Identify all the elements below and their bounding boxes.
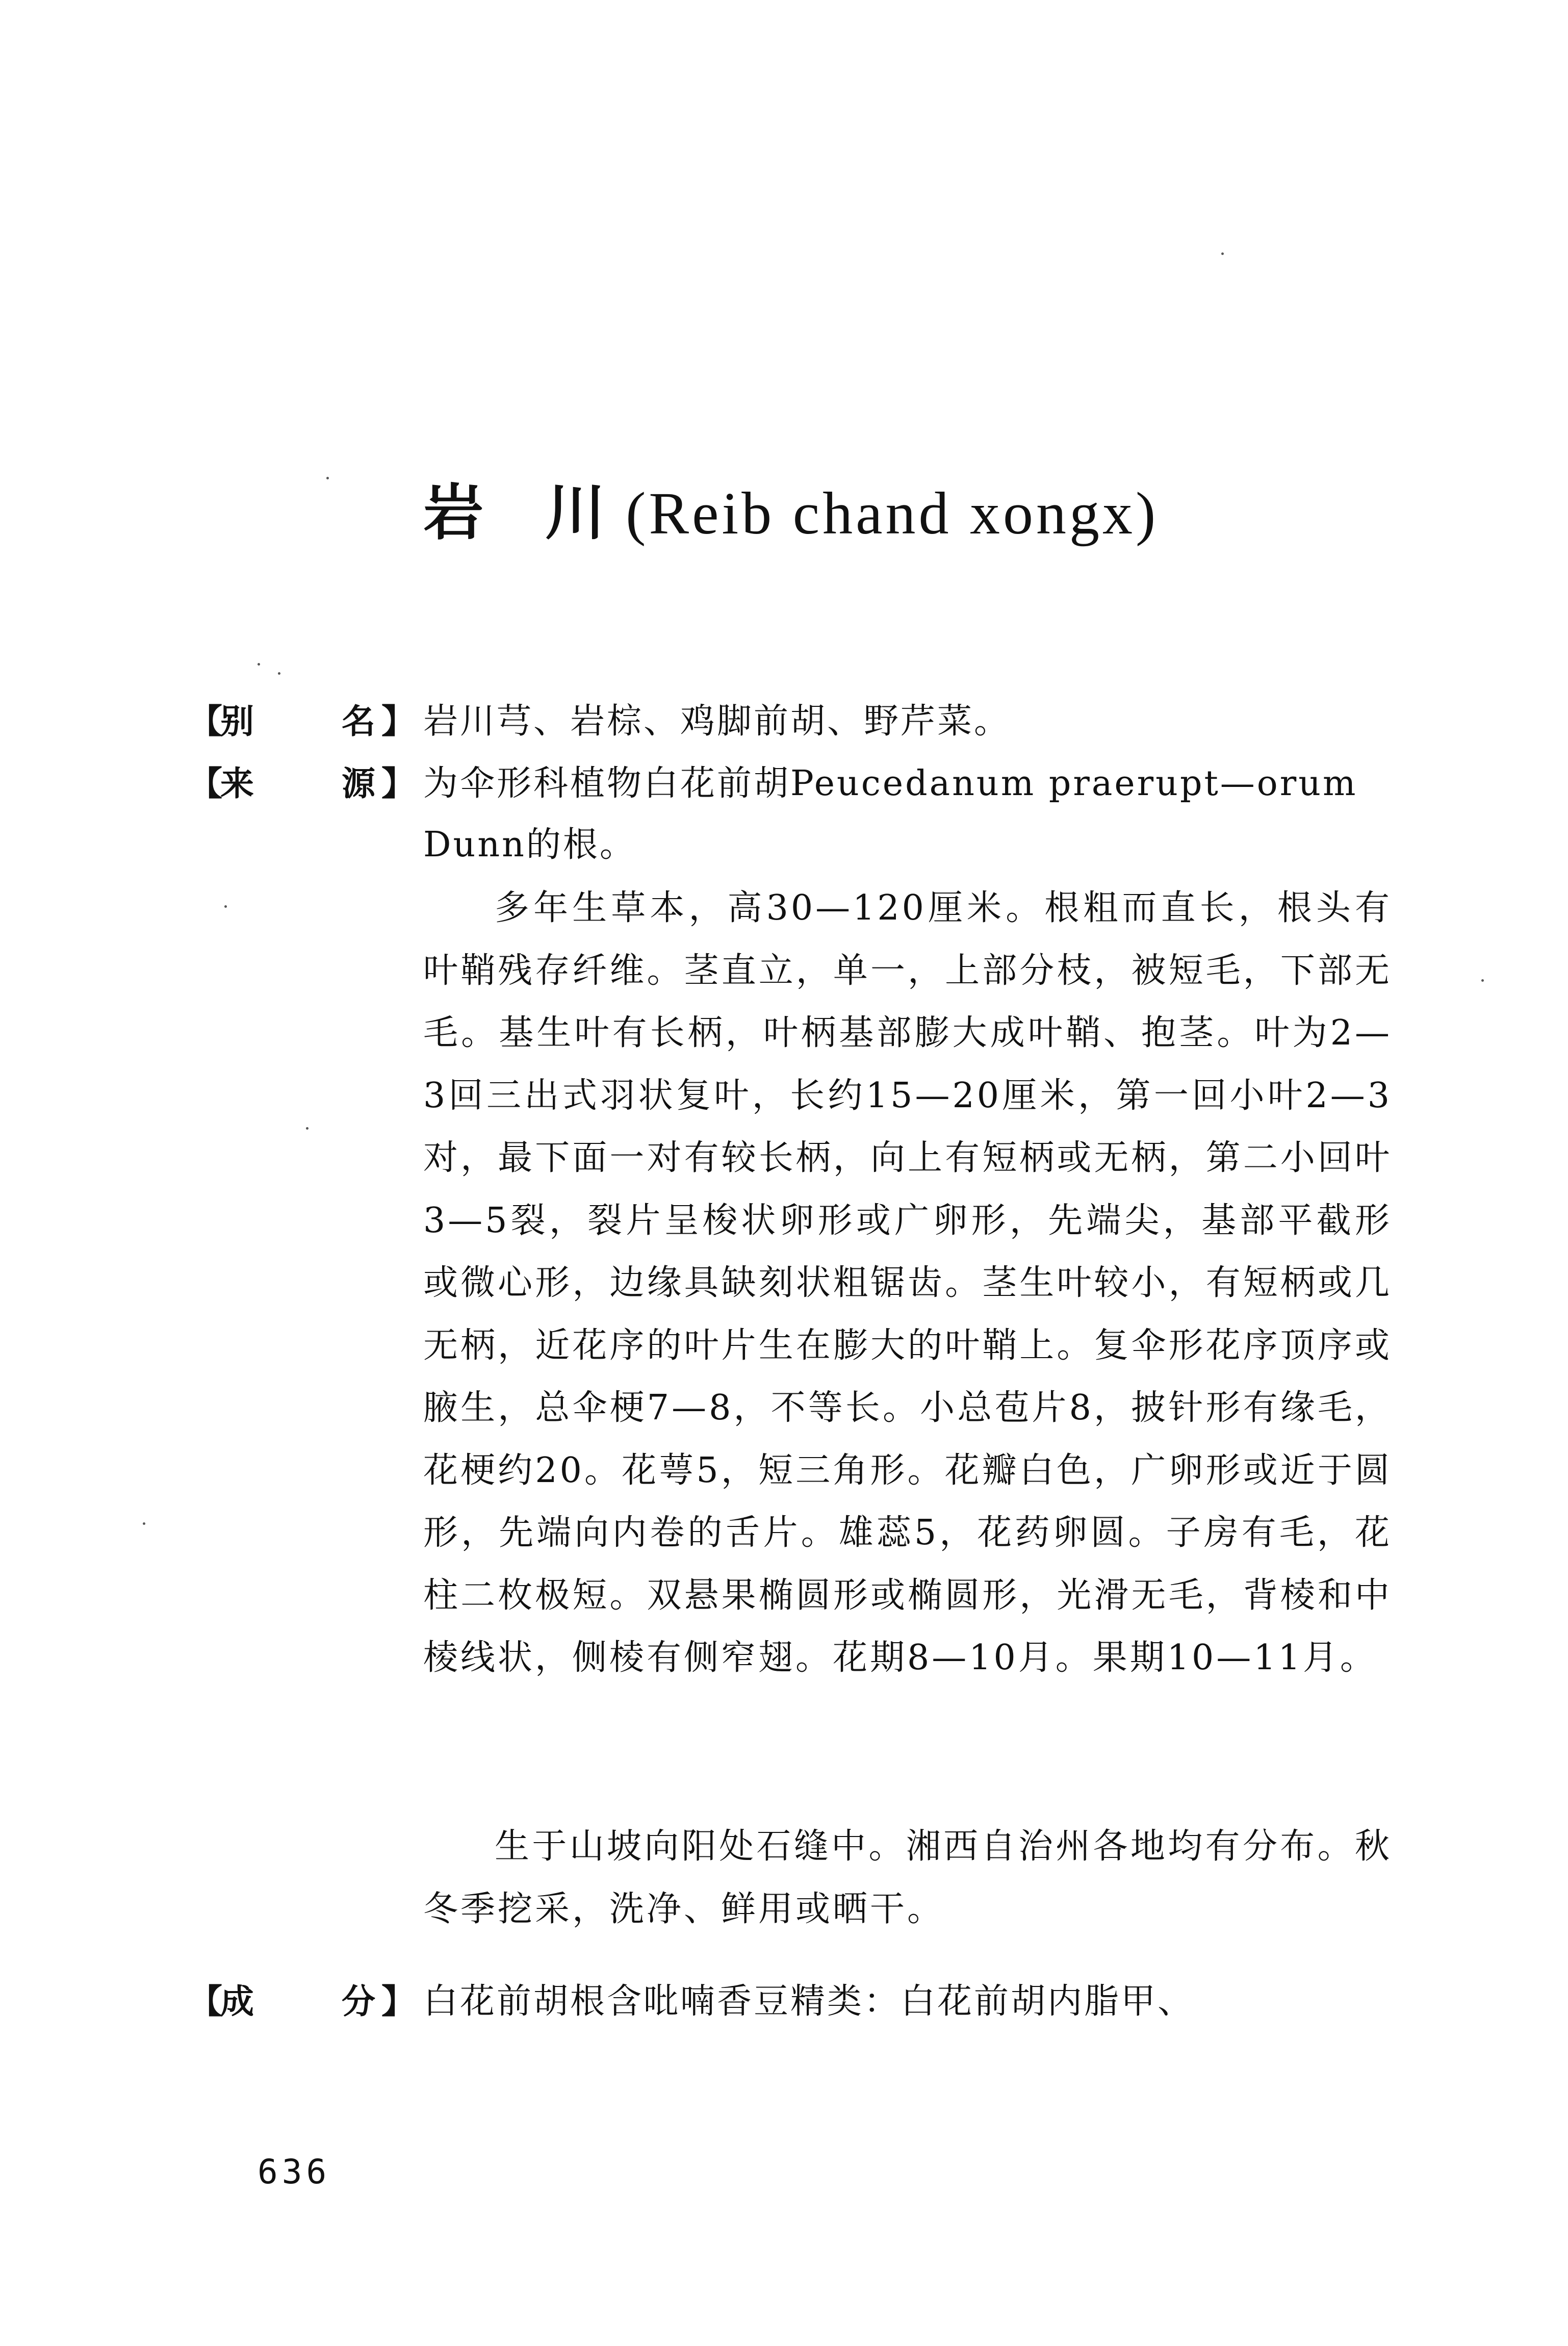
- scan-speck: [306, 1127, 309, 1130]
- scan-speck: [143, 1522, 145, 1525]
- scan-speck: [258, 663, 260, 666]
- entry-title-romanization: (Reib chand xongx): [626, 480, 1159, 547]
- label-bracket-close: 】: [381, 1982, 415, 2021]
- label-bracket-open: 【: [189, 1982, 222, 2021]
- label-char: 来: [220, 764, 254, 803]
- label-bracket-open: 【: [189, 764, 222, 803]
- description-paragraph: 多年生草本，高30—120厘米。根粗而直长，根头有叶鞘残存纤维。茎直立，单一，上部分枝，被短毛，下部无毛。基生叶有长柄，叶柄基部膨大成叶鞘、抱茎。叶为2—3回三出式羽状复叶，长约15—20厘米，第一回小叶2—3对，最下面一对有较长柄，向上有短柄或无柄，第二小回叶3—5裂，裂片呈梭状卵形或广卵形，先端尖，基部平截形或微心形，边缘具缺刻状粗锯齿。茎生叶较小，有短柄或几无柄，近花序的叶片生在膨大的叶鞘上。复伞形花序顶序或腋生，总伞梗7—8，不等长。小总苞片8，披针形有缘毛，花梗约20。花萼5，短三角形。花瓣白色，广卵形或近于圆形，先端向内卷的舌片。雄蕊5，花药卵圆。子房有毛，花柱二枚极短。双悬果椭圆形或椭圆形，光滑无毛，背棱和中棱线状，侧棱有侧窄翅。花期8—10月。果期10—11月。: [423, 888, 1392, 1678]
- source-label: [189, 753, 428, 814]
- page-number: 636: [258, 2152, 331, 2191]
- scan-speck: [224, 905, 227, 908]
- scan-speck: [326, 477, 329, 479]
- source-text: 为伞形科植物白花前胡Peucedanum praerupt—orum Dunn的根。: [423, 763, 1358, 865]
- scan-speck: [278, 672, 280, 675]
- label-bracket-close: 】: [381, 702, 415, 741]
- habitat-paragraph: 生于山坡向阳处石缝中。湘西自治州各地均有分布。秋冬季挖采，洗净、鲜用或晒干。: [423, 1826, 1392, 1929]
- composition-label: [189, 1971, 428, 2032]
- label-bracket-close: 】: [381, 764, 415, 803]
- composition-text: 白花前胡根含吡喃香豆精类：白花前胡内脂甲、: [423, 1981, 1195, 2022]
- label-bracket-open: 【: [189, 702, 222, 741]
- scan-speck: [1221, 252, 1224, 255]
- label-char: 别: [220, 702, 254, 741]
- label-char: 成: [220, 1982, 254, 2021]
- label-char: 分: [342, 1982, 375, 2021]
- aliases-text: 岩川芎、岩棕、鸡脚前胡、野芹菜。: [423, 701, 1011, 742]
- label-char: 源: [342, 764, 375, 803]
- entry-title: [423, 462, 1290, 564]
- scan-speck: [1481, 979, 1484, 982]
- label-char: 名: [342, 702, 375, 741]
- aliases-label: [189, 691, 428, 752]
- entry-title-chinese: 岩 川: [423, 477, 626, 548]
